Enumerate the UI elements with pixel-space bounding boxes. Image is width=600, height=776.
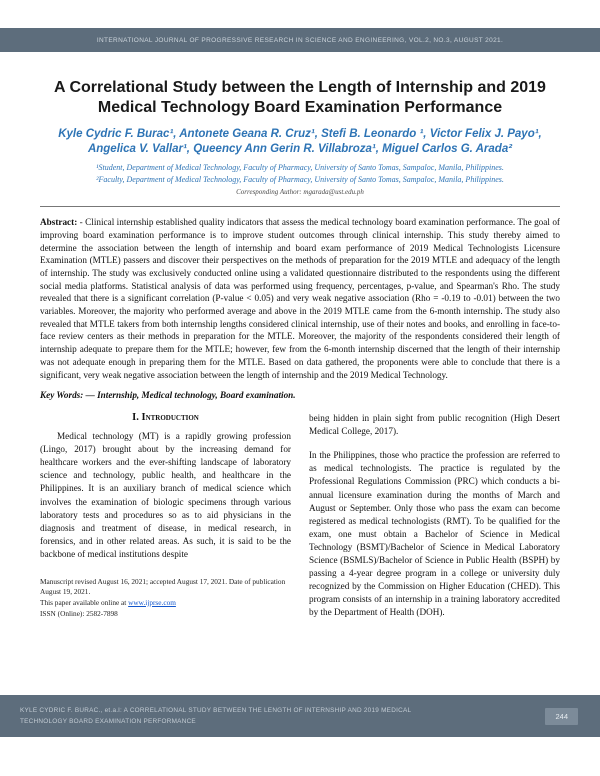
journal-header-text: INTERNATIONAL JOURNAL OF PROGRESSIVE RESEARCH IN SCIENCE AND ENGINEERING, VOL.2, NO.3, AUGUST 2021.	[96, 36, 504, 44]
abstract-label: Abstract:	[40, 217, 78, 228]
availability-prefix: This paper available online at	[40, 597, 129, 607]
page-number: 244	[545, 708, 578, 725]
journal-website-link[interactable]: www.ijprse.com	[128, 597, 176, 607]
two-column-body	[40, 412, 560, 619]
intro-paragraph-right-1: being hidden in plain sight from public recognition (High Desert Medical College, 2017).	[309, 413, 560, 437]
left-column	[40, 412, 291, 619]
manuscript-note	[40, 563, 291, 619]
paper-title: A Correlational Study between the Length of Internship and 2019 Medical Technology Board Examination Performance	[54, 79, 546, 116]
issn-line: ISSN (Online): 2582-7898	[40, 608, 118, 618]
manuscript-dates-line: Manuscript revised August 16, 2021; accepted August 17, 2021. Date of publication August 19, 2021.	[40, 576, 286, 597]
corresponding-author-line: Corresponding Author: mgarada@ust.edu.ph	[236, 188, 364, 197]
abstract-paragraph	[40, 216, 560, 381]
header-divider	[40, 206, 560, 207]
right-column	[309, 412, 560, 619]
keywords-line: Key Words: — Internship, Medical technology, Board examination.	[40, 390, 296, 401]
section-heading-introduction: I. Introduction	[132, 412, 199, 424]
page-content	[0, 52, 600, 619]
running-title: KYLE CYDRIC F. BURAC., et.a.l: A CORRELATIONAL STUDY BETWEEN THE LENGTH OF INTERNSHIP AND 2019 MEDICAL TECHNOLOGY BOARD EXAMINATION PERFORMANCE	[20, 706, 412, 725]
journal-header-band	[0, 28, 600, 52]
intro-paragraph-right-2: In the Philippines, those who practice the profession are referred to as medical technologists. The practice is regulated by the Professional Regulations Commission (PRC) which conducts a bi-annual licensure examination during the months of March and August or September. Only those who pass the exam can become registered as medical technologists (RMT). To be qualified for the exam, one must obtain a Bachelor of Science in Medical Technology (BSMT)/Bachelor of Science in Medical Laboratory Science (BSMLS)/Bachelor of Science in Public Health (BSPH) by passing a 4-year degree program in a college or university duly recognized by the Commission on Higher Education (CHED). This program consists of an internship in a training laboratory accredited by the Department of Health (DOH).	[309, 450, 560, 618]
footer-band	[0, 695, 600, 737]
abstract-text: - Clinical internship established quality indicators that assess the medical technology board examination performance. The goal of improving board examination performance is to improve student outcomes through clinical internship. This study thereby aimed to determine the association between the length of internship and board exam performance of 2019 Medical Technologists Licensure Examination (MTLE) passers and discover their perspectives on the methods of preparation for the 2019 MTLE and adequacy of the length of internship. The study was exclusively conducted online using a validated questionnaire distributed to the respondents using the different social media platforms. Statistical analysis of data was performed using frequency, percentages, p-value, and Spearman's Rho. The study revealed that there is a significant correlation (P-value < 0.05) and very weak negative association (Rho = -0.19 to -0.01) between the two variables. Moreover, the majority who performed average and above in the 2019 MTLE came from the 6-month internship. The study also revealed that MTLE takers from both internship lengths considered clinical internship, use of their notes and books, and enrolling in face-to-face review centers as their methods in preparation for the MTLE. Moreover, the majority of the respondents considered their length of internship adequate to prepare them for the MTLE; however, few from the 6-month internship discerned that the length of their internship was not adequate enough in preparing them for the MTLE. Based on data gathered, the proponents were able to conclude that there is a significant, very weak negative association between the length of internship and the 2019 Medical Technology.	[40, 217, 560, 380]
intro-paragraph-left: Medical technology (MT) is a rapidly growing profession (Lingo, 2017) brought about by the increasing demand for healthcare workers and the ever-shifting landscape of laboratory science and technology, public health, and healthcare in the Philippines. It is an auxiliary branch of medical science which involves the examination of biologic specimens through various laboratory tests and procedures so as to aid physicians in the diagnosis and treatment of disease, in medical research, in forensics, and in other related areas. As such, it is said to be the backbone of medical institutions despite	[40, 431, 291, 559]
affiliation-faculty: ²Faculty, Department of Medical Technology, Faculty of Pharmacy, University of Santo Tomas, Sampaloc, Manila, Philippines.	[96, 175, 504, 185]
author-list: Kyle Cydric F. Burac¹, Antonete Geana R. Cruz¹, Stefi B. Leonardo ¹, Victor Felix J. Payo¹, Angelica V. Vallar¹, Queency Ann Gerin R. Villabroza¹, Miguel Carlos G. Arada²	[58, 128, 542, 155]
affiliation-student: ¹Student, Department of Medical Technology, Faculty of Pharmacy, University of Santo Tomas, Sampaloc, Manila, Philippines.	[96, 162, 504, 172]
availability-line	[40, 598, 291, 609]
